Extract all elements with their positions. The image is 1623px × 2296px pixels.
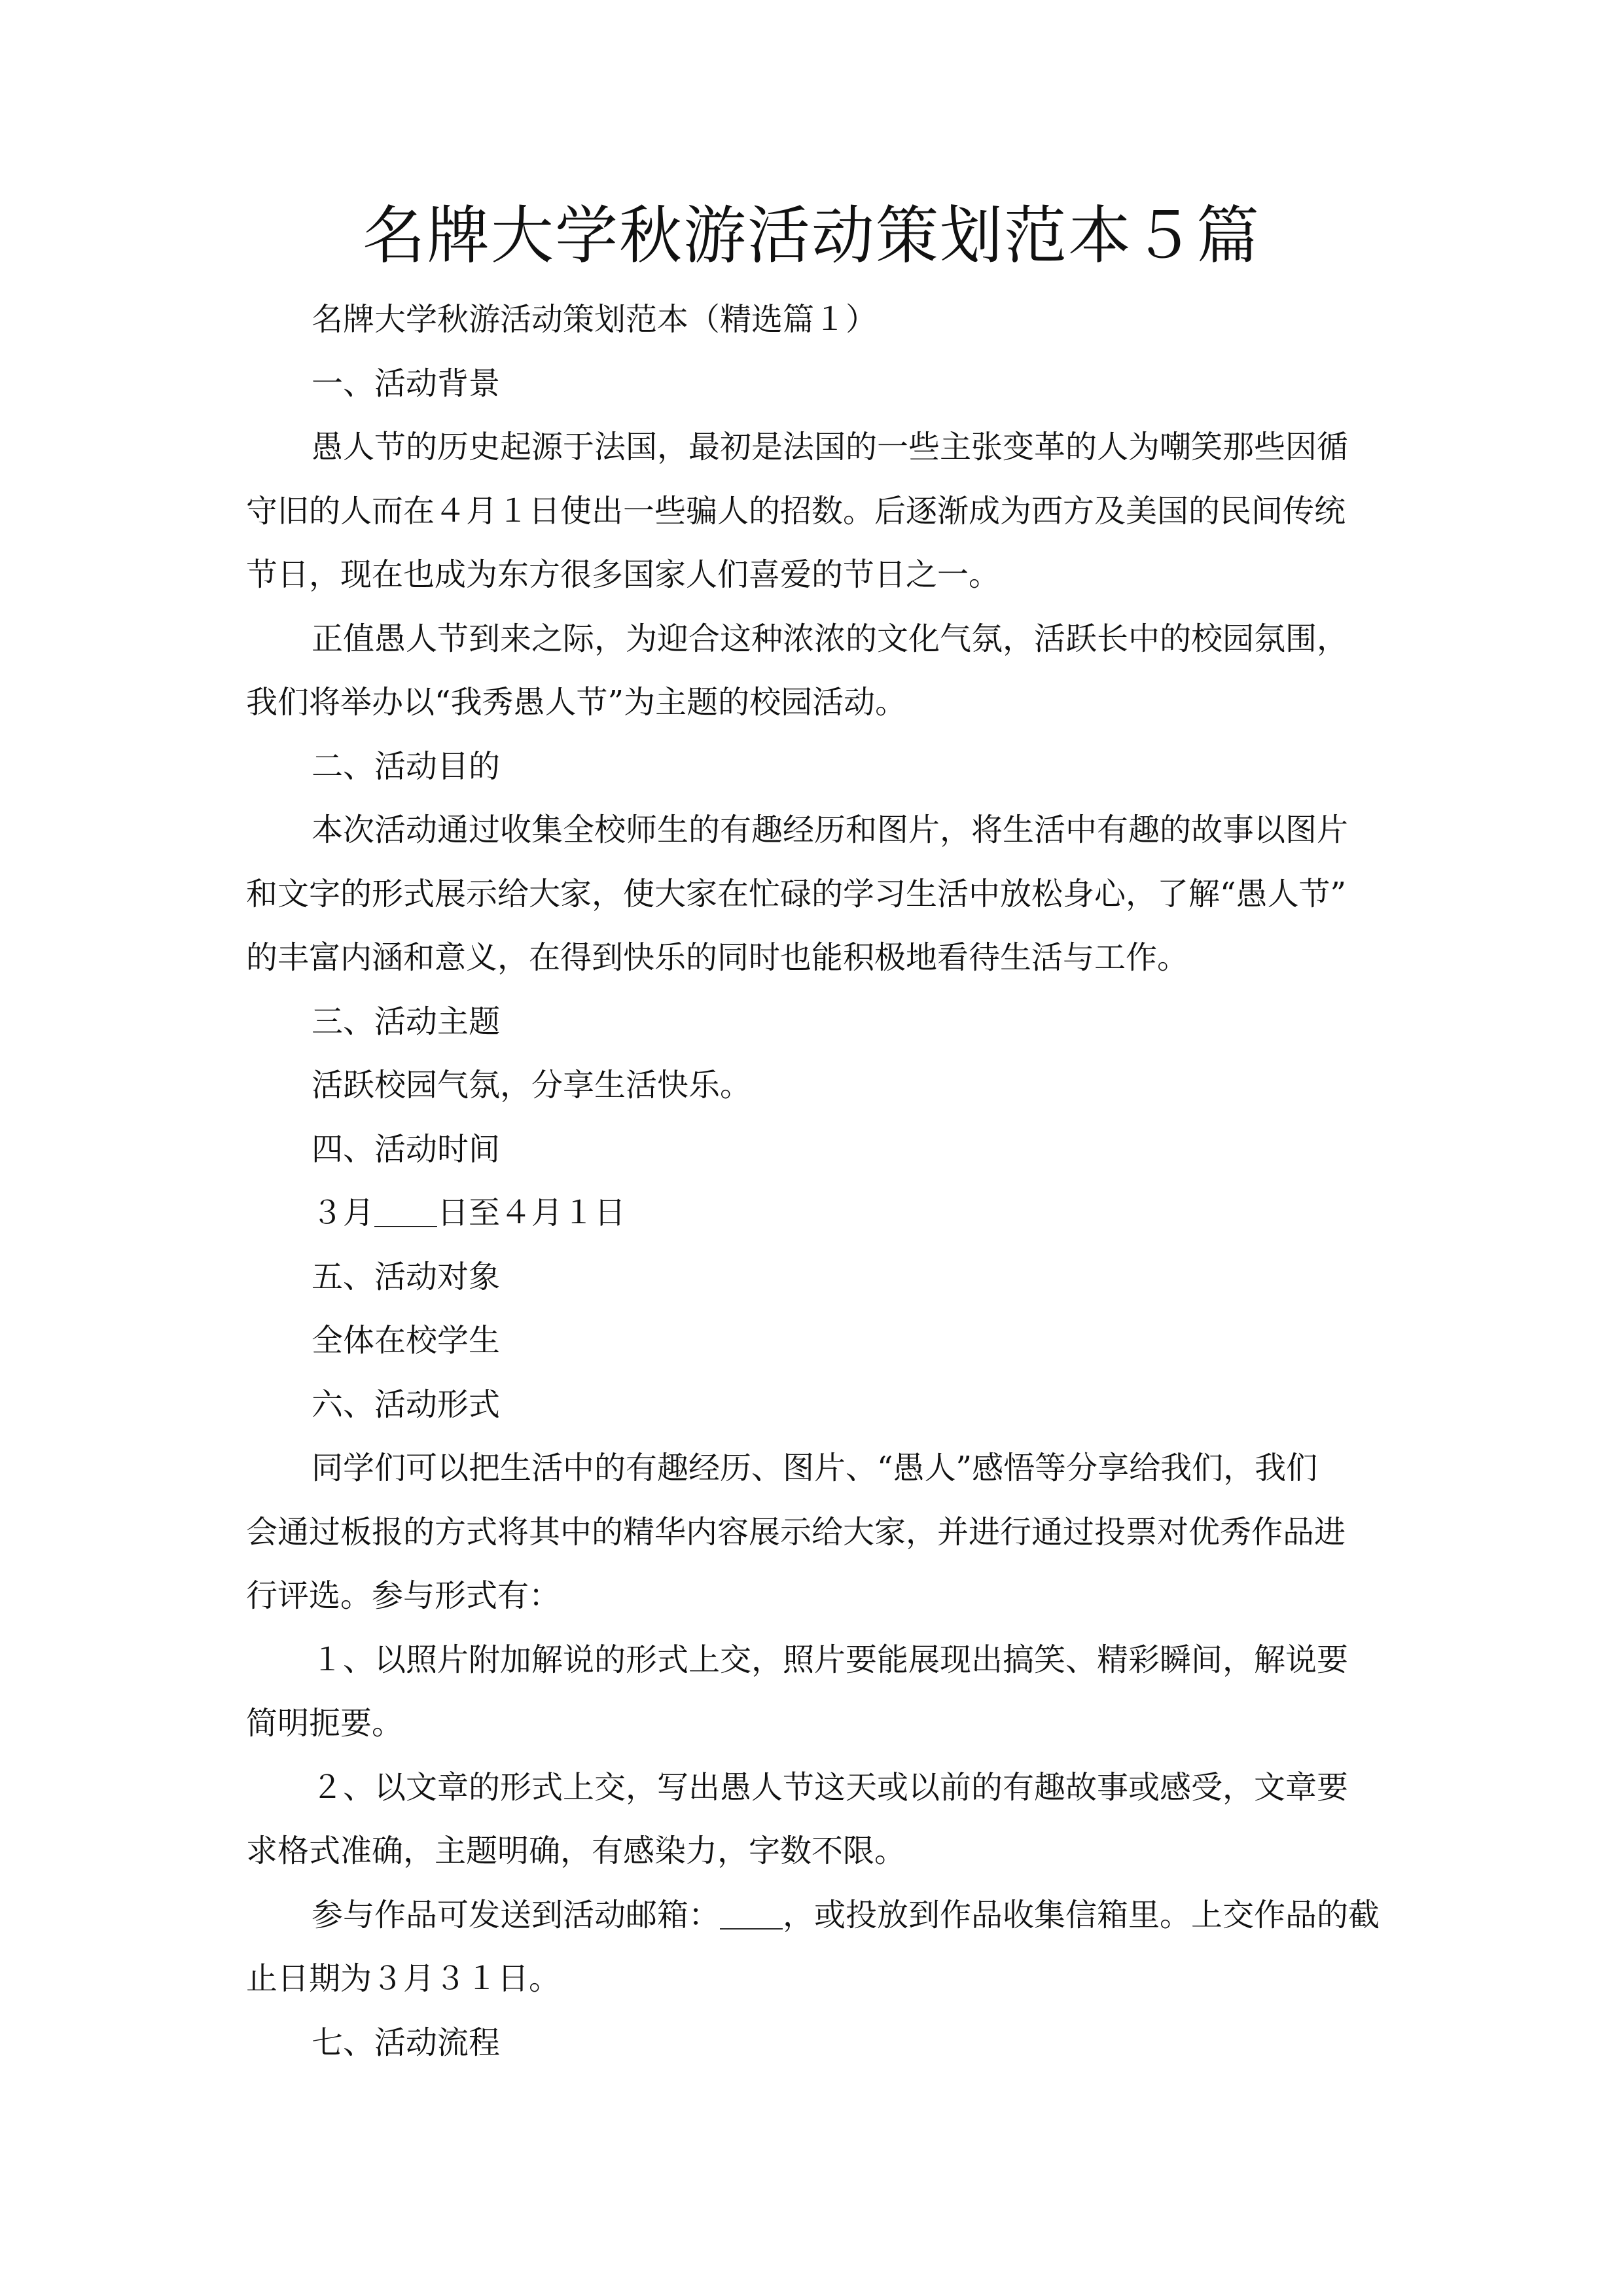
paragraph-line: 的丰富内涵和意义，在得到快乐的同时也能积极地看待生活与工作。 [246,939,1189,976]
section-heading: 一、活动背景 [312,365,501,402]
paragraph-line: 行评选。参与形式有： [246,1577,561,1614]
paragraph-line: 同学们可以把生活中的有趣经历、图片、“愚人”感悟等分享给我们，我们 [312,1450,1318,1486]
section-heading: 三、活动主题 [312,1003,501,1040]
paragraph-line: 我们将举办以“我秀愚人节”为主题的校园活动。 [246,684,907,721]
paragraph-line: 全体在校学生 [312,1322,501,1359]
section-heading: 七、活动流程 [312,2024,501,2061]
paragraph-line: 活跃校园气氛，分享生活快乐。 [312,1067,752,1103]
section-heading: 四、活动时间 [312,1130,501,1168]
paragraph-line: 参与作品可发送到活动邮箱：＿＿，或投放到作品收集信箱里。上交作品的截 [312,1896,1380,1933]
paragraph-line: 止日期为３月３１日。 [246,1960,561,1997]
paragraph-line: １、以照片附加解说的形式上交，照片要能展现出搞笑、精彩瞬间，解说要 [312,1641,1349,1678]
section-heading: 六、活动形式 [312,1386,501,1423]
section-heading: 名牌大学秋游活动策划范本（精选篇１） [312,301,878,338]
paragraph-line: 和文字的形式展示给大家，使大家在忙碌的学习生活中放松身心，了解“愚人节” [246,875,1347,912]
paragraph-line: 求格式准确，主题明确，有感染力，字数不限。 [246,1833,906,1869]
section-heading: 二、活动目的 [312,747,501,785]
paragraph-line: 正值愚人节到来之际，为迎合这种浓浓的文化气氛，活跃长中的校园氛围， [312,620,1349,657]
document-title: 名牌大学秋游活动策划范本５篇 [363,199,1260,272]
section-heading: 五、活动对象 [312,1258,501,1295]
paragraph-line: 守旧的人而在４月１日使出一些骗人的招数。后逐渐成为西方及美国的民间传统 [246,492,1346,529]
document-body [246,288,1385,2075]
paragraph-line: ３月＿＿日至４月１日 [312,1194,626,1231]
paragraph-line: 简明扼要。 [246,1705,404,1742]
paragraph-line: 会通过板报的方式将其中的精华内容展示给大家，并进行通过投票对优秀作品进 [246,1513,1346,1551]
paragraph-line: ２、以文章的形式上交，写出愚人节这天或以前的有趣故事或感受，文章要 [312,1768,1349,1806]
paragraph-line: 愚人节的历史起源于法国，最初是法国的一些主张变革的人为嘲笑那些因循 [312,429,1349,465]
paragraph-line: 节日，现在也成为东方很多国家人们喜爱的节日之一。 [246,556,1001,593]
paragraph-line: 本次活动通过收集全校师生的有趣经历和图片，将生活中有趣的故事以图片 [312,812,1349,848]
